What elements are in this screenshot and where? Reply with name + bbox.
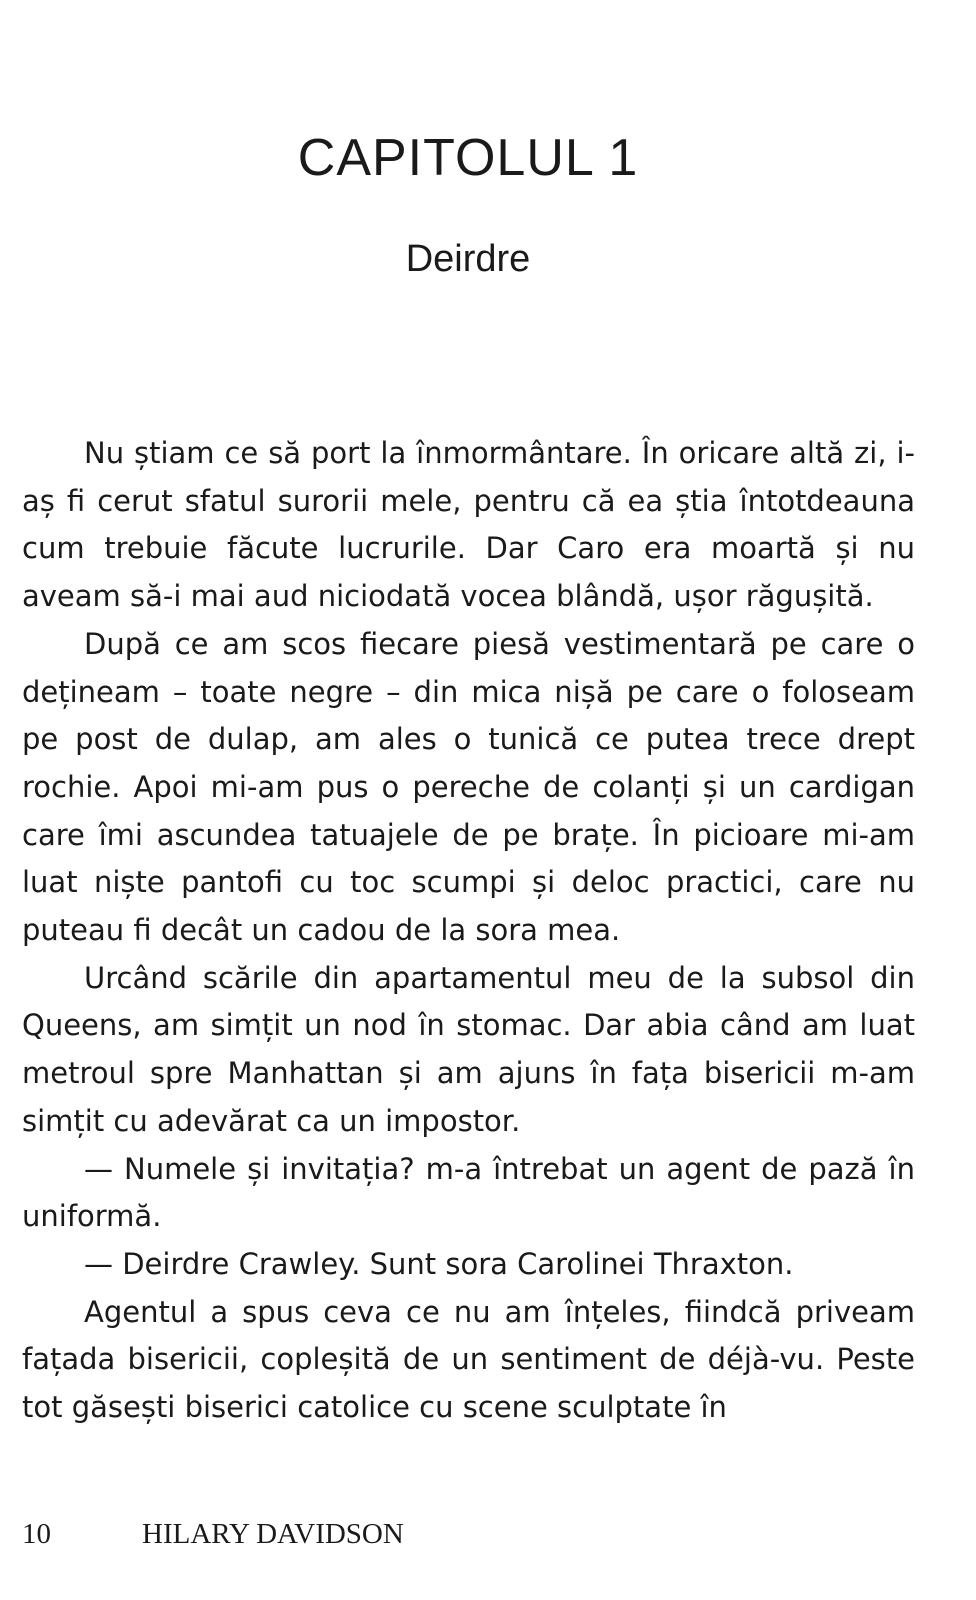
paragraph: — Deirdre Crawley. Sunt sora Carolinei Thraxton. <box>84 1246 794 1281</box>
paragraph: Urcând scările din apartamentul meu de la subsol din Queens, am simțit un nod în stomac. Dar abia când am luat metroul spre Manhattan și am ajuns în fața bisericii m-am simțit cu adevărat ca un impostor. <box>22 960 915 1138</box>
paragraph: Nu știam ce să port la înmormântare. În oricare altă zi, i-aș fi cerut sfatul surorii mele, pentru că ea știa întotdeauna cum trebuie făcute lucrurile. Dar Caro era moartă și nu aveam să-i mai aud niciodată vocea blândă, ușor răgușită. <box>22 436 915 614</box>
chapter-subheading: Deirdre <box>405 238 531 280</box>
chapter-body <box>22 430 915 1432</box>
chapter-heading: CAPITOLUL 1 <box>297 129 639 187</box>
page-number: 10 <box>22 1518 51 1550</box>
running-footer-author: HILARY DAVIDSON <box>142 1518 404 1550</box>
paragraph: — Numele și invitația? m-a întrebat un agent de pază în uniformă. <box>22 1151 915 1234</box>
paragraph: După ce am scos fiecare piesă vestimentară pe care o dețineam – toate negre – din mica nișă pe care o foloseam pe post de dulap, am ales o tunică ce putea trece drept rochie. Apoi mi-am pus o pereche de colanți și un cardigan care îmi ascundea tatuajele de pe brațe. În picioare mi-am luat niște pantofi cu toc scumpi și deloc practici, care nu puteau fi decât un cadou de la sora mea. <box>22 626 915 948</box>
page-footer <box>22 1518 404 1551</box>
paragraph: Agentul a spus ceva ce nu am înțeles, fiindcă priveam fațada bisericii, copleșită de un sentiment de déjà-vu. Peste tot găsești biserici catolice cu scene sculptate în <box>22 1294 915 1425</box>
